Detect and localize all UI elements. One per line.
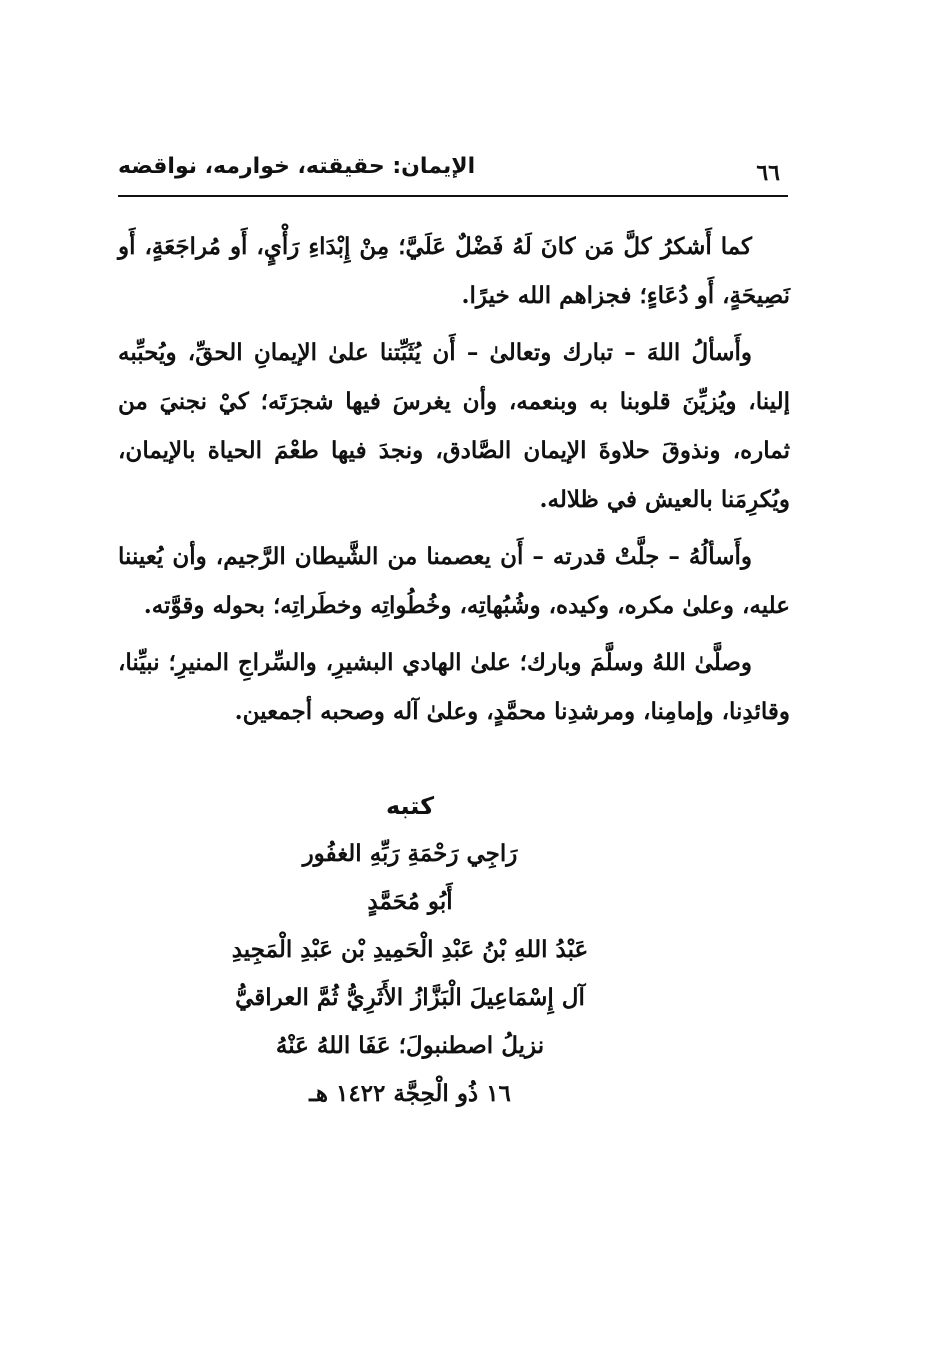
author-lineage: آل إِسْمَاعِيلَ الْبَزَّازُ الأَثَرِيُّ ثُمَّ العراقيُّ	[235, 984, 585, 1011]
body-text	[118, 222, 790, 744]
signature-date: ١٦ ذُو الْحِجَّة ١٤٢٢ هـ	[309, 1080, 511, 1107]
paragraph: وأَسألُ اللهَ – تبارك وتعالىٰ – أَن يُثَبِّتنا علىٰ الإيمانِ الحقِّ، ويُحبِّبه إلينا، ويُزيِّنَ قلوبنا به وبنعمه، وأن يغرسَ فيها شجرَتَه؛ كيْ نجنيَ من ثماره، ونذوقَ حلاوةَ الإيمان الصَّادق، ونجدَ فيها طعْمَ الحياة بالإيمان، ويُكرِمَنا بالعيش في ظلاله.	[118, 339, 790, 513]
author-name: عَبْدُ اللهِ بْنُ عَبْدِ الْحَمِيدِ بْن عَبْدِ الْمَجِيدِ	[231, 936, 589, 963]
paragraph: وصلَّىٰ اللهُ وسلَّمَ وبارك؛ علىٰ الهادي البشيرِ، والسِّراجِ المنيرِ؛ نبيِّنا، وقائدِنا، وإمامِنا، ومرشدِنا محمَّدٍ، وعلىٰ آله وصحبه أجمعين.	[118, 649, 790, 725]
author-kunya: أَبُو مُحَمَّدٍ	[367, 888, 453, 915]
page-number: ٦٦	[756, 160, 780, 186]
book-title: الإيمان: حقيقته، خوارمه، نواقضه	[118, 154, 476, 179]
paragraph: وأَسألُهُ – جلَّتْ قدرته – أَن يعصمنا من الشَّيطان الرَّجيم، وأن يُعيننا عليه، وعلىٰ مكره، وكيده، وشُبُهاتِه، وخُطُواتِه وخطَراتِه؛ بحوله وقوَّته.	[118, 543, 790, 619]
author-residence: نزيلُ اصطنبولَ؛ عَفَا اللهُ عَنْهُ	[275, 1032, 545, 1059]
header-divider	[118, 195, 788, 197]
paragraph: كما أَشكرُ كلَّ مَن كانَ لَهُ فَضْلٌ عَلَيَّ؛ مِنْ إِبْدَاءِ رَأْيٍ، أَو مُراجَعَةٍ، أَو نَصِيحَةٍ، أَو دُعَاءٍ؛ فجزاهم الله خيرًا.	[118, 233, 790, 309]
signature-heading: كتبه	[385, 792, 435, 820]
author-signature-block	[150, 782, 670, 1118]
signature-line: رَاجِي رَحْمَةِ رَبِّهِ الغفُور	[302, 840, 518, 867]
running-header	[118, 152, 790, 192]
